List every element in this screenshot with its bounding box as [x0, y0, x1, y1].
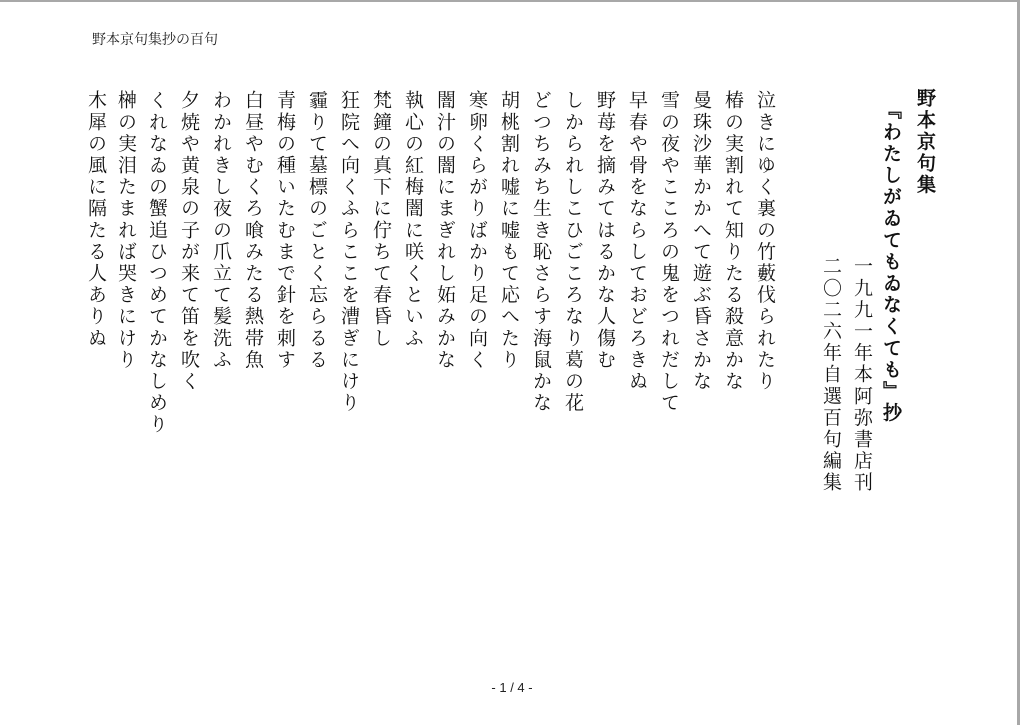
publication-line: [851, 256, 873, 494]
edit-year: 二〇二六年: [820, 256, 842, 364]
haiku-line: 泣きにゆく裏の竹藪伐られたり: [754, 90, 776, 393]
haiku-line: 狂院へ向くふらここを漕ぎにけり: [338, 90, 360, 414]
haiku-line: 野苺を摘みてはるかな人傷む: [594, 90, 616, 371]
haiku-line: 寒卵くらがりばかり足の向く: [466, 90, 488, 371]
haiku-line: わかれきし夜の爪立て髪洗ふ: [210, 90, 232, 371]
haiku-line: 夕焼や黄泉の子が来て笛を吹く: [178, 90, 200, 393]
haiku-line: 青梅の種いたむまで針を刺す: [274, 90, 296, 371]
author-name: [914, 88, 936, 196]
haiku-line: 雪の夜やこころの鬼をつれだして: [658, 90, 680, 414]
haiku-line: どつちみち生き恥さらす海鼠かな: [530, 90, 552, 414]
publisher: 本阿弥書店刊: [851, 364, 873, 494]
haiku-line: 早春や骨をならしておどろきぬ: [626, 90, 648, 393]
author-surname: 野本: [914, 88, 936, 132]
edit-note: 自選百句編集: [820, 364, 842, 494]
page-number: - 1 / 4 -: [491, 680, 533, 695]
author-given: 京句集: [914, 131, 936, 197]
haiku-line: 闇汁の闇にまぎれし妬みかな: [434, 90, 456, 371]
haiku-line: 執心の紅梅闇に咲くといふ: [402, 90, 424, 350]
haiku-line: 白昼やむくろ喰みたる熱帯魚: [242, 90, 264, 371]
haiku-line: 椿の実割れて知りたる殺意かな: [722, 90, 744, 393]
haiku-line: 梵鐘の真下に佇ちて春昏し: [370, 90, 392, 350]
edit-line: [820, 256, 842, 494]
running-header: 野本京句集抄の百句: [92, 32, 218, 48]
haiku-line: 榊の実泪たまれば哭きにけり: [115, 90, 137, 371]
haiku-line: 胡桃割れ嘘に嘘もて応へたり: [498, 90, 520, 371]
haiku-line: 霾りて墓標のごとく忘らるる: [306, 90, 328, 371]
haiku-line: 曼珠沙華かかへて遊ぶ昏さかな: [690, 90, 712, 393]
haiku-line: 木犀の風に隔たる人ありぬ: [85, 90, 107, 350]
haiku-line: くれなゐの蟹追ひつめてかなしめり: [146, 90, 168, 436]
publication-year: 一九九一年: [851, 256, 873, 364]
haiku-line: しかられしこひごころなり葛の花: [562, 90, 584, 414]
book-title: 『わたしがゐてもゐなくても』抄: [880, 100, 902, 424]
